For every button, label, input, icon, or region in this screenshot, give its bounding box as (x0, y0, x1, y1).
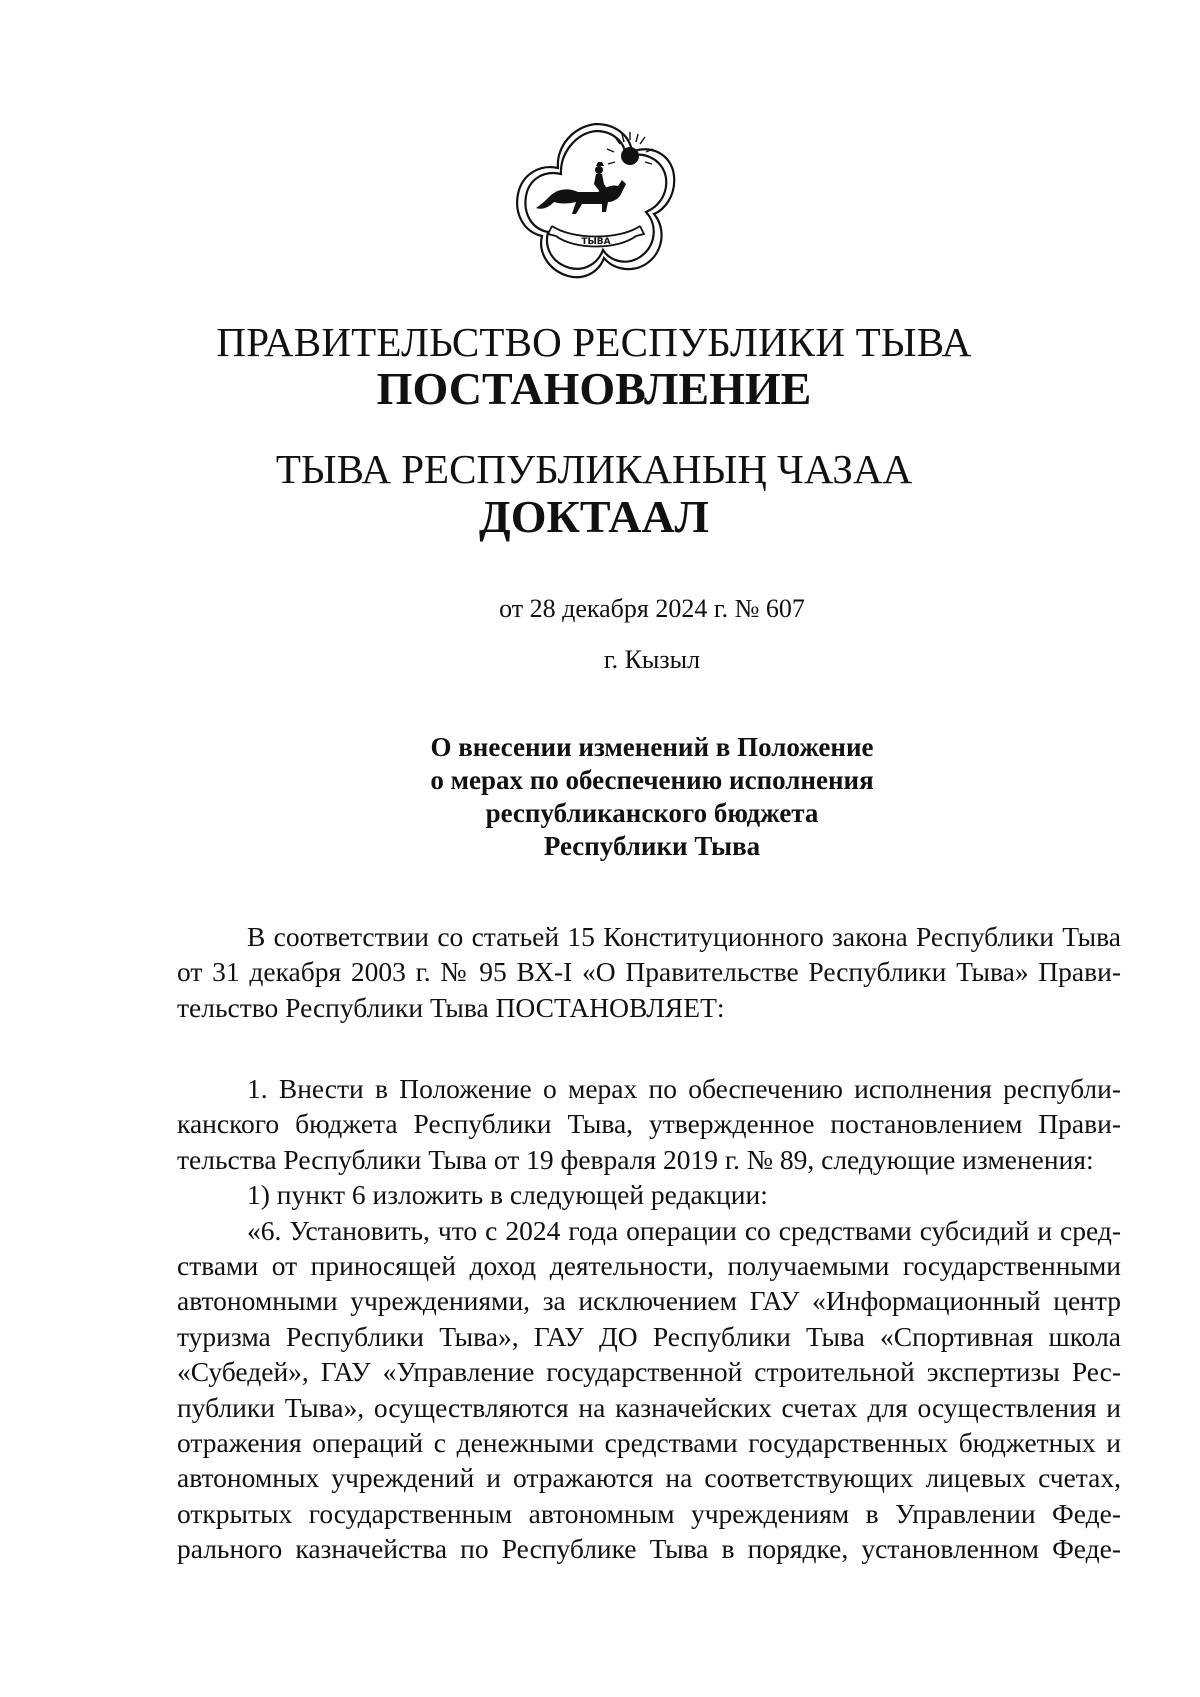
body-line: 1) пункт 6 изложить в следующей редакции: (247, 1179, 768, 1211)
subject-line: республиканского бюджета (485, 798, 819, 828)
body-line: ствами от приносящей доход деятельности, получаемыми государственными (177, 1249, 1121, 1281)
subject-line: О внесении изменений в Положение (430, 732, 874, 762)
body-line: открытых государственным автономным учреждениям в Управлении Феде- (177, 1497, 1121, 1529)
body-line: тельства Республики Тыва от 19 февраля 2019 г. № 89, следующие изменения: (177, 1143, 1094, 1175)
body-line: тельство Республики Тыва ПОСТАНОВЛЯЕТ: (177, 991, 725, 1023)
preamble-paragraph (177, 919, 1121, 1025)
body-line: рального казначейства по Республике Тыва в порядке, установленном Феде- (177, 1533, 1121, 1565)
decree-city: г. Кызыл (603, 645, 701, 674)
subject-line: Республики Тыва (543, 831, 761, 861)
emblem-text: ТЫВА (581, 237, 611, 247)
body-line: от 31 декабря 2003 г. № 95 ВХ-I «О Правительстве Республики Тыва» Прави- (177, 956, 1121, 988)
body-line: автономными учреждениями, за исключением ГАУ «Информационный центр (177, 1285, 1121, 1317)
body-line: 1. Внести в Положение о мерах по обеспечению исполнения республи- (247, 1073, 1121, 1104)
body-line: «6. Установить, что с 2024 года операции со средствами субсидий и сред- (247, 1214, 1121, 1246)
decree-title-tv: ДОКТААЛ (479, 491, 709, 542)
body-line: публики Тыва», осуществляются на казначейских счетах для осуществления и (177, 1391, 1121, 1423)
government-title-tv: ТЫВА РЕСПУБЛИКАНЫҢ ЧАЗАА (275, 446, 913, 492)
main-text (177, 1071, 1121, 1566)
body-line: В соответствии со статьей 15 Конституционного закона Республики Тыва (247, 921, 1121, 952)
decree-subject (0, 731, 1200, 863)
body-line: канского бюджета Республики Тыва, утвержденное постановлением Прави- (177, 1108, 1121, 1140)
body-line: автономных учреждений и отражаются на соответствующих лицевых счетах, (177, 1462, 1121, 1494)
decree-date-number: от 28 декабря 2024 г. № 607 (499, 594, 805, 623)
government-title-ru: ПРАВИТЕЛЬСТВО РЕСПУБЛИКИ ТЫВА (216, 319, 972, 365)
decree-title-ru: ПОСТАНОВЛЕНИЕ (376, 363, 812, 414)
body-line: отражения операций с денежными средствами государственных бюджетных и (177, 1426, 1121, 1458)
body-line: туризма Республики Тыва», ГАУ ДО Республики Тыва «Спортивная школа (177, 1320, 1121, 1352)
subject-line: о мерах по обеспечению исполнения (430, 765, 874, 795)
coat-of-arms-emblem (512, 118, 680, 284)
body-line: «Субедей», ГАУ «Управление государственной строительной экспертизы Рес- (177, 1356, 1121, 1388)
